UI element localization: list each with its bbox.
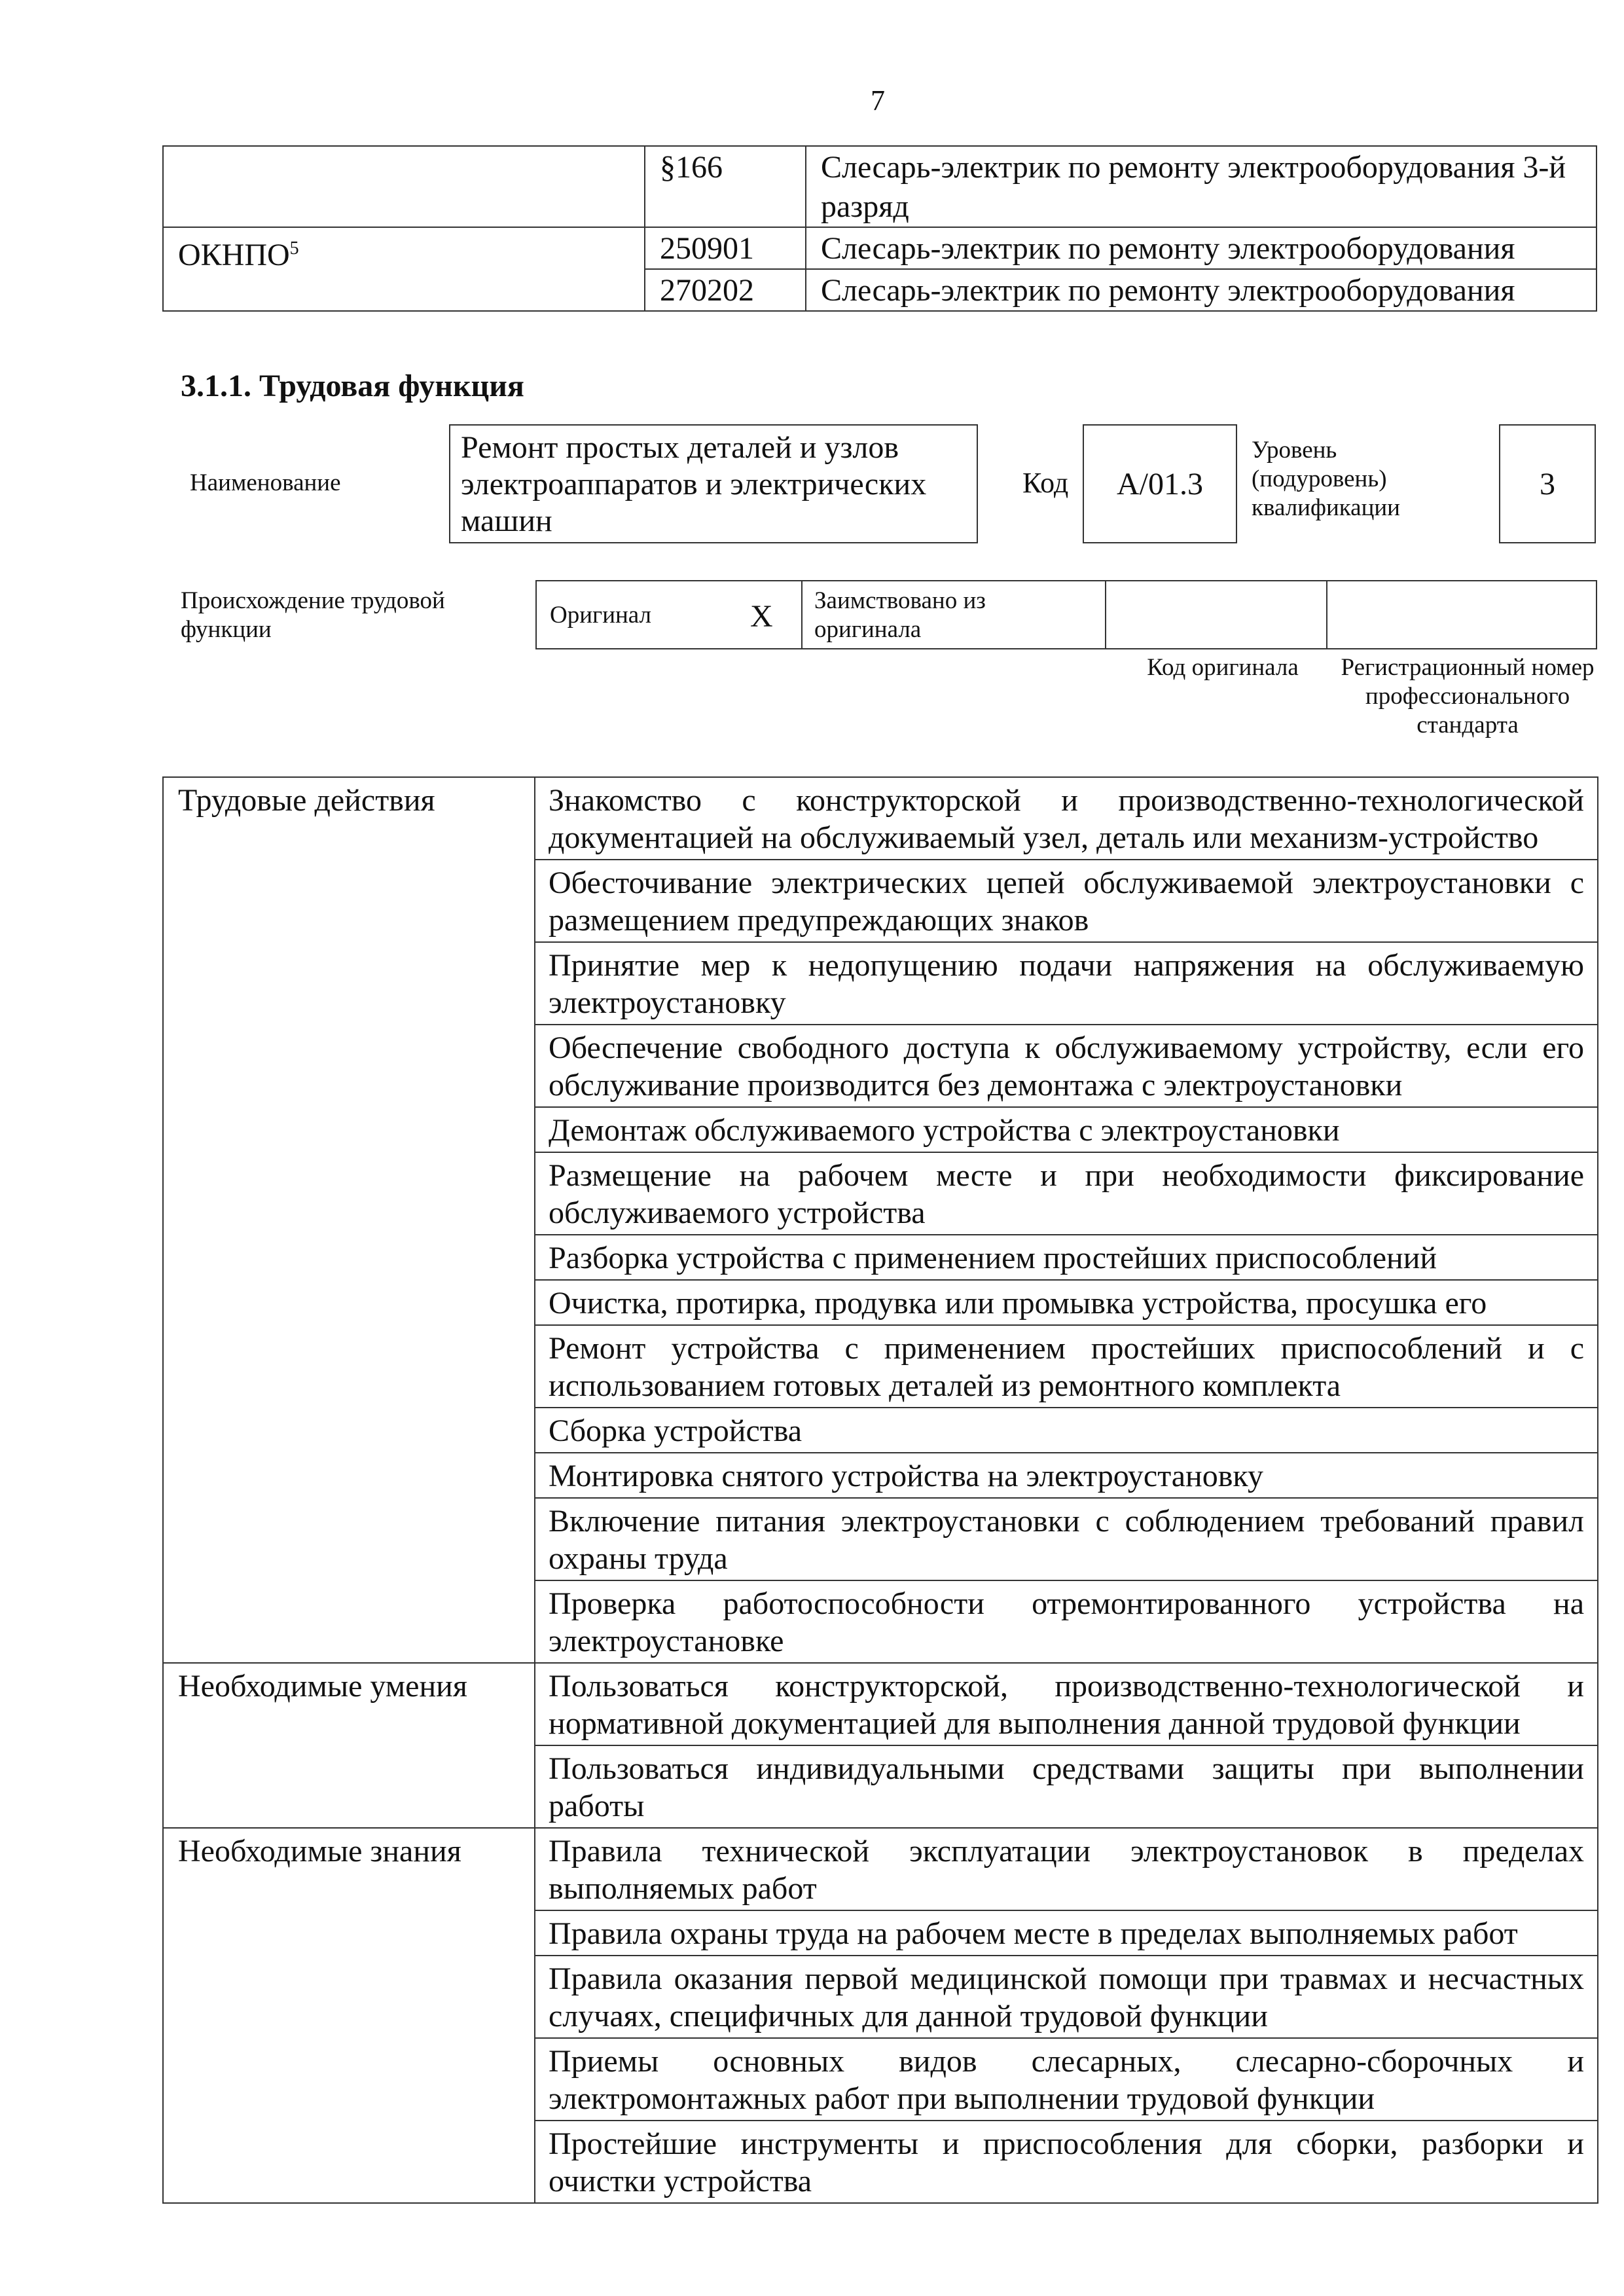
list-item: Знакомство с конструкторской и производственно-технологической документацией на обслуживаемый узел, деталь или механизм-устройство <box>535 777 1598 860</box>
list-item: Правила охраны труда на рабочем месте в пределах выполняемых работ <box>535 1910 1598 1956</box>
classifier-title-cell: Слесарь-электрик по ремонту электрооборудования <box>806 269 1597 311</box>
table-row <box>163 146 1597 227</box>
section-label: Необходимые умения <box>163 1663 535 1828</box>
list-item: Правила технической эксплуатации электроустановок в пределах выполняемых работ <box>535 1828 1598 1910</box>
classifier-name: ОКНПО <box>178 238 290 272</box>
page-number: 7 <box>871 84 885 117</box>
list-item: Приемы основных видов слесарных, слесарно-сборочных и электромонтажных работ при выполнении трудовой функции <box>535 2038 1598 2121</box>
name-label: Наименование <box>190 469 341 496</box>
table-row <box>163 777 1598 860</box>
original-cell <box>537 581 803 648</box>
original-mark: X <box>750 599 773 634</box>
level-label: Уровень (подуровень) квалификации <box>1252 437 1400 521</box>
registration-caption: Регистрационный номер профессионального стандарта <box>1341 654 1595 738</box>
section-label: Необходимые знания <box>163 1828 535 2203</box>
list-item: Включение питания электроустановки с соблюдением требований правил охраны труда <box>535 1498 1598 1580</box>
classifier-title-cell: Слесарь-электрик по ремонту электрооборудования 3-й разряд <box>806 146 1597 227</box>
function-name-box: Ремонт простых деталей и узлов электроаппаратов и электрических машин <box>449 424 978 543</box>
list-item: Правила оказания первой медицинской помощи при травмах и несчастных случаях, специфичных для данной трудовой функции <box>535 1956 1598 2038</box>
list-item: Проверка работоспособности отремонтированного устройства на электроустановке <box>535 1580 1598 1663</box>
origin-box <box>535 580 1597 649</box>
list-item: Разборка устройства с применением простейших приспособлений <box>535 1235 1598 1280</box>
list-item: Очистка, протирка, продувка или промывка устройства, просушка его <box>535 1280 1598 1325</box>
list-item: Размещение на рабочем месте и при необходимости фиксирование обслуживаемого устройства <box>535 1152 1598 1235</box>
divider <box>1105 581 1106 648</box>
original-label: Оригинал <box>550 602 652 629</box>
list-item: Пользоваться индивидуальными средствами защиты при выполнении работы <box>535 1745 1598 1828</box>
divider <box>1326 581 1327 648</box>
code-original-caption: Код оригинала <box>1147 654 1299 681</box>
borrowed-label: Заимствовано из оригинала <box>814 587 986 643</box>
list-item: Сборка устройства <box>535 1408 1598 1453</box>
list-item: Демонтаж обслуживаемого устройства с электроустановки <box>535 1107 1598 1152</box>
classifier-code-cell: 250901 <box>645 227 806 269</box>
list-item: Простейшие инструменты и приспособления для сборки, разборки и очистки устройства <box>535 2121 1598 2203</box>
list-item: Обесточивание электрических цепей обслуживаемой электроустановки с размещением предупреждающих знаков <box>535 860 1598 942</box>
footnote-mark: 5 <box>289 238 299 259</box>
code-label: Код <box>1022 467 1069 499</box>
list-item: Пользоваться конструкторской, производственно-технологической и нормативной документацией для выполнения данной трудовой функции <box>535 1663 1598 1745</box>
classifier-name-cell <box>163 146 645 227</box>
classifier-title-cell: Слесарь-электрик по ремонту электрооборудования <box>806 227 1597 269</box>
list-item: Обеспечение свободного доступа к обслуживаемому устройству, если его обслуживание производится без демонтажа с электроустановки <box>535 1025 1598 1107</box>
list-item: Монтировка снятого устройства на электроустановку <box>535 1453 1598 1498</box>
section-label: Трудовые действия <box>163 777 535 1663</box>
classifier-name-cell <box>163 227 645 311</box>
table-row <box>163 227 1597 269</box>
section-heading: 3.1.1. Трудовая функция <box>181 369 524 403</box>
classifier-table <box>162 145 1597 312</box>
function-code-box: А/01.3 <box>1083 424 1237 543</box>
table-row <box>163 1663 1598 1745</box>
level-value-box: 3 <box>1499 424 1596 543</box>
list-item: Ремонт устройства с применением простейших приспособлений и с использованием готовых деталей из ремонтного комплекта <box>535 1325 1598 1408</box>
origin-label: Происхождение трудовой функции <box>181 587 445 643</box>
list-item: Принятие мер к недопущению подачи напряжения на обслуживаемую электроустановку <box>535 942 1598 1025</box>
classifier-code-cell: 270202 <box>645 269 806 311</box>
table-row <box>163 1828 1598 1910</box>
classifier-code-cell: §166 <box>645 146 806 227</box>
labour-function-table <box>162 776 1598 2204</box>
